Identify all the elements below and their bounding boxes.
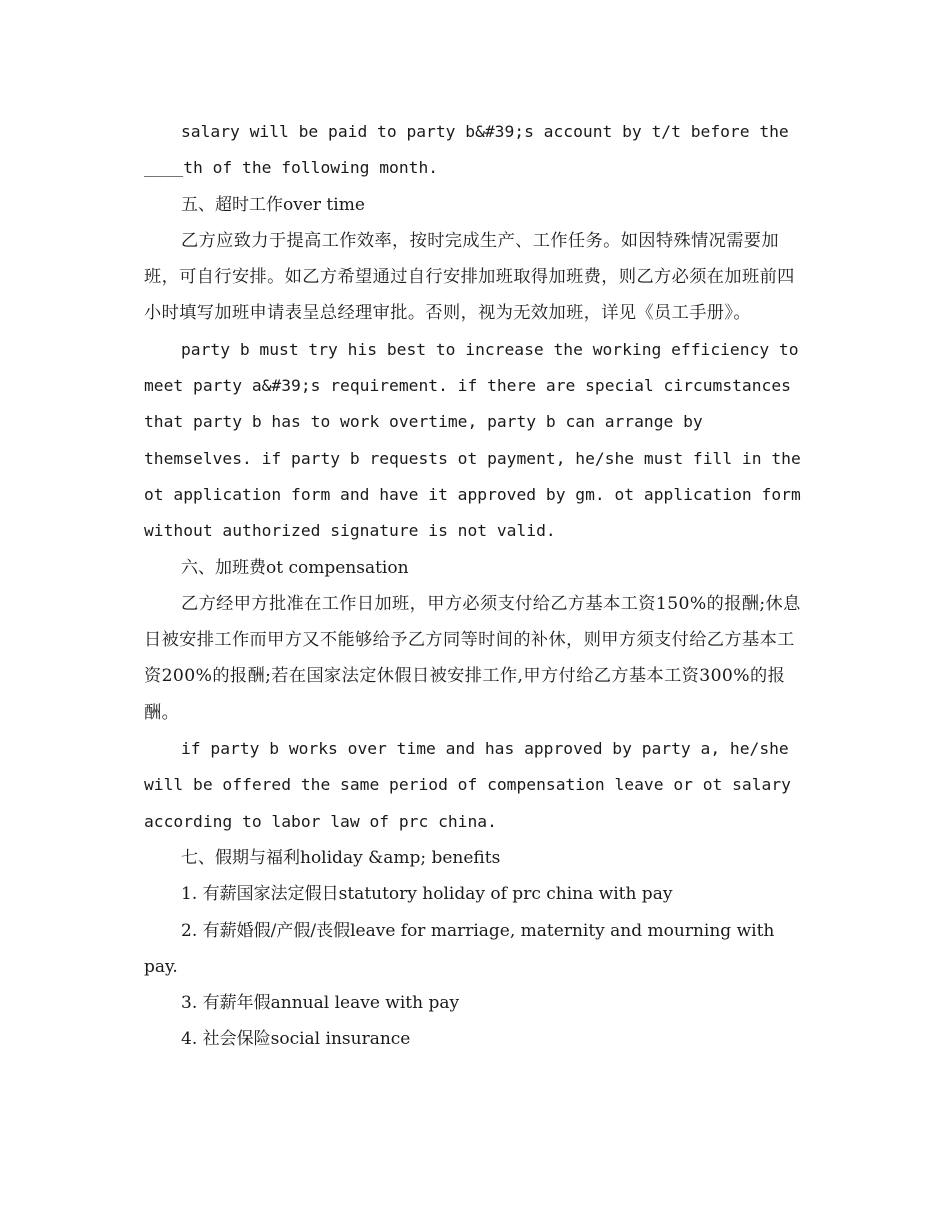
- heading-overtime: 五、超时工作over time: [181, 194, 365, 215]
- list-item-annual-leave: 3. 有薪年假annual leave with pay: [181, 993, 460, 1014]
- heading-holiday-benefits: 七、假期与福利holiday &amp; benefits: [181, 847, 501, 868]
- list-item-marriage-leave: 2. 有薪婚假/产假/丧假leave for marriage, maternity and mourning with pay.: [144, 920, 775, 977]
- list-item-social-insurance: 4. 社会保险social insurance: [181, 1029, 411, 1050]
- paragraph-ot-compensation-en: if party b works over time and has approved by party a, he/she will be offered the same period of compensation leave or ot salary according to labor law of prc china.: [144, 739, 791, 831]
- paragraph-salary-payment: salary will be paid to party b&#39;s account by t/t before the ____th of the following month.: [144, 122, 789, 178]
- paragraph-overtime-en: party b must try his best to increase the working efficiency to meet party a&#39;s requirement. if there are special circumstances that party b has to work overtime, party b can arrange by themselves. if party b requests ot payment, he/she must fill in the ot application form and have it approved by gm. ot application form without authorized signature is not valid.: [144, 339, 801, 541]
- paragraph-overtime-cn: 乙方应致力于提高工作效率，按时完成生产、工作任务。如因特殊情况需要加班，可自行安排。如乙方希望通过自行安排加班取得加班费，则乙方必须在加班前四小时填写加班申请表呈总经理审批。否则，视为无效加班，详见《员工手册》。: [144, 230, 795, 324]
- paragraph-ot-compensation-cn: 乙方经甲方批准在工作日加班，甲方必须支付给乙方基本工资150%的报酬;休息日被安排工作而甲方又不能够给予乙方同等时间的补休，则甲方须支付给乙方基本工资200%的报酬;若在国家法定休假日被安排工作,甲方付给乙方基本工资300%的报酬。: [144, 593, 801, 723]
- list-item-statutory-holiday: 1. 有薪国家法定假日statutory holiday of prc china with pay: [181, 884, 673, 905]
- document-body: [144, 114, 808, 1058]
- heading-ot-compensation: 六、加班费ot compensation: [181, 557, 409, 578]
